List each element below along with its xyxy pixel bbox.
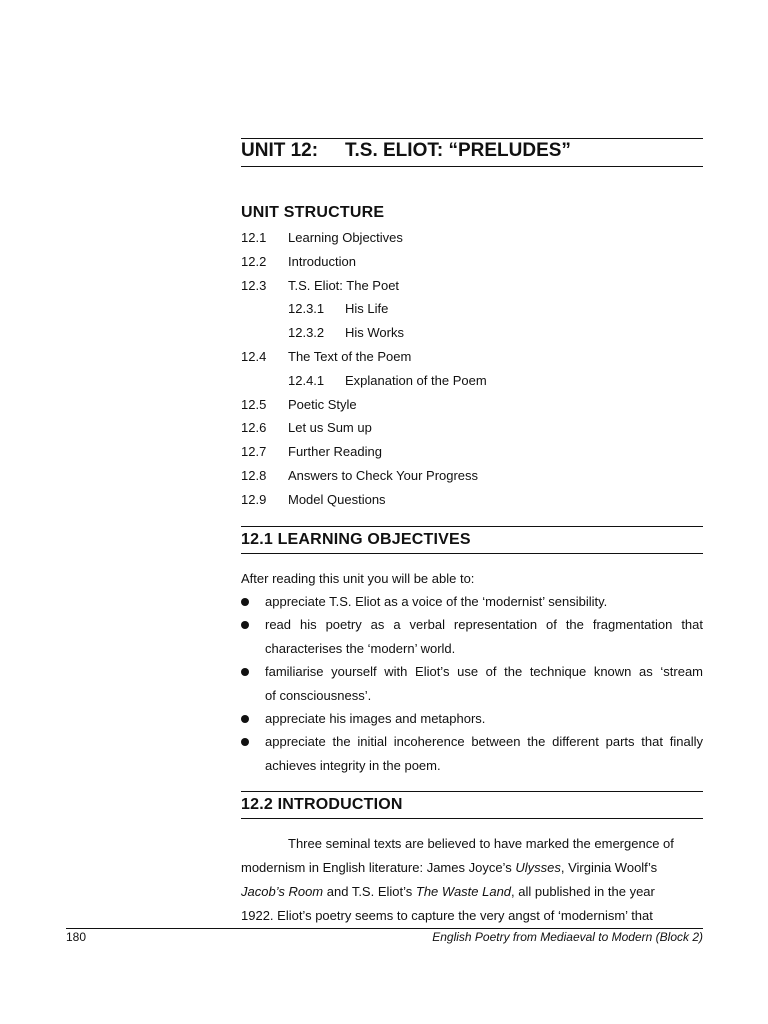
toc-item: [241, 348, 703, 366]
bullet-dot-icon: [241, 668, 249, 676]
introduction-line-2: modernism in English literature: James Joyce’s Ulysses, Virginia Woolf’s: [241, 860, 658, 875]
toc-item-label: His Works: [345, 325, 404, 341]
waste-land-title: The Waste Land: [415, 884, 512, 899]
toc-item-number: 12.3: [241, 277, 267, 293]
introduction-line-1: Three seminal texts are believed to have marked the emergence of: [288, 836, 674, 851]
toc-item: [241, 467, 703, 485]
toc-item-label: Model Questions: [288, 491, 386, 507]
toc-item: [241, 253, 703, 271]
toc-item-number: 12.1: [241, 230, 267, 245]
objective-line: achieves integrity in the poem.: [265, 757, 441, 773]
page-number: 180: [66, 930, 87, 944]
toc-item-number: 12.3.2: [288, 325, 325, 341]
objective-item: [241, 613, 703, 660]
objective-item: [241, 590, 703, 614]
objective-line: characterises the ‘modern’ world.: [265, 640, 456, 656]
toc-item: [241, 300, 703, 318]
objective-item: [241, 660, 703, 707]
toc-item: [241, 419, 703, 437]
introduction-line-4: 1922. Eliot’s poetry seems to capture the very angst of ‘modernism’ that: [241, 908, 653, 923]
toc-item: [241, 372, 703, 390]
introduction-line-3: Jacob’s Room and T.S. Eliot’s The Waste Land, all published in the year: [241, 884, 655, 899]
toc-item-label: Let us Sum up: [288, 420, 372, 436]
unit-name: T.S. ELIOT: “PRELUDES”: [345, 140, 571, 161]
objectives-bottom-rule: [241, 553, 703, 554]
jacobs-room-title: Jacob’s Room: [241, 884, 324, 899]
objective-item: [241, 707, 703, 731]
objective-line: of consciousness’.: [265, 687, 372, 703]
toc-item-label: Introduction: [288, 253, 356, 269]
footer-rule: [66, 928, 703, 929]
toc-item-label: Further Reading: [288, 444, 382, 460]
toc-item-number: 12.8: [241, 468, 267, 483]
toc-item-label: Learning Objectives: [288, 230, 403, 245]
objective-text: [265, 660, 703, 707]
title-top-rule: [241, 138, 703, 139]
objective-text: [265, 730, 703, 777]
toc-item: [241, 324, 703, 342]
toc-item-number: 12.9: [241, 491, 267, 507]
toc-item-number: 12.6: [241, 420, 267, 436]
toc-item-number: 12.4.1: [288, 372, 325, 388]
objective-text: [265, 707, 703, 731]
bullet-dot-icon: [241, 738, 249, 746]
bullet-dot-icon: [241, 598, 249, 606]
toc-item: [241, 277, 703, 295]
toc-item-number: 12.5: [241, 396, 267, 412]
introduction-heading: 12.2 INTRODUCTION: [241, 796, 403, 813]
objective-text: [265, 613, 703, 660]
toc-item-number: 12.3.1: [288, 301, 325, 317]
toc-item-label: Poetic Style: [288, 396, 357, 412]
bullet-dot-icon: [241, 715, 249, 723]
toc-item-label: The Text of the Poem: [288, 349, 412, 364]
objectives-intro: After reading this unit you will be able to:: [241, 571, 475, 586]
toc-item-label: His Life: [345, 301, 389, 317]
objective-line: familiarise yourself with Eliot’s use of the technique known as ‘stream: [265, 664, 703, 679]
objective-item: [241, 730, 703, 777]
toc-item: [241, 229, 703, 247]
objective-line: appreciate T.S. Eliot as a voice of the ‘modernist’ sensibility.: [265, 594, 608, 609]
toc-item-number: 12.2: [241, 253, 267, 269]
toc-item: [241, 443, 703, 461]
objectives-top-rule: [241, 526, 703, 527]
toc-item: [241, 396, 703, 414]
objective-line: read his poetry as a verbal representation of the fragmentation that: [265, 617, 703, 632]
toc-item-label: Answers to Check Your Progress: [288, 468, 479, 483]
toc-item-number: 12.7: [241, 444, 267, 460]
unit-number: UNIT 12:: [241, 140, 319, 161]
introduction-bottom-rule: [241, 818, 703, 819]
objective-line: appreciate his images and metaphors.: [265, 711, 486, 726]
objective-line: appreciate the initial incoherence between the different parts that finally: [265, 734, 703, 749]
introduction-top-rule: [241, 791, 703, 792]
unit-title: [241, 140, 703, 162]
toc-item: [241, 491, 703, 509]
ulysses-title: Ulysses: [515, 860, 561, 875]
toc-item-label: T.S. Eliot: The Poet: [288, 277, 400, 293]
toc-item-label: Explanation of the Poem: [345, 372, 487, 388]
toc-item-number: 12.4: [241, 349, 267, 364]
bullet-dot-icon: [241, 621, 249, 629]
book-title: English Poetry from Mediaeval to Modern (Block 2): [432, 930, 703, 944]
objectives-heading: 12.1 LEARNING OBJECTIVES: [241, 531, 471, 548]
objective-text: [265, 590, 703, 614]
title-bottom-rule: [241, 166, 703, 167]
unit-structure-heading: UNIT STRUCTURE: [241, 204, 385, 221]
